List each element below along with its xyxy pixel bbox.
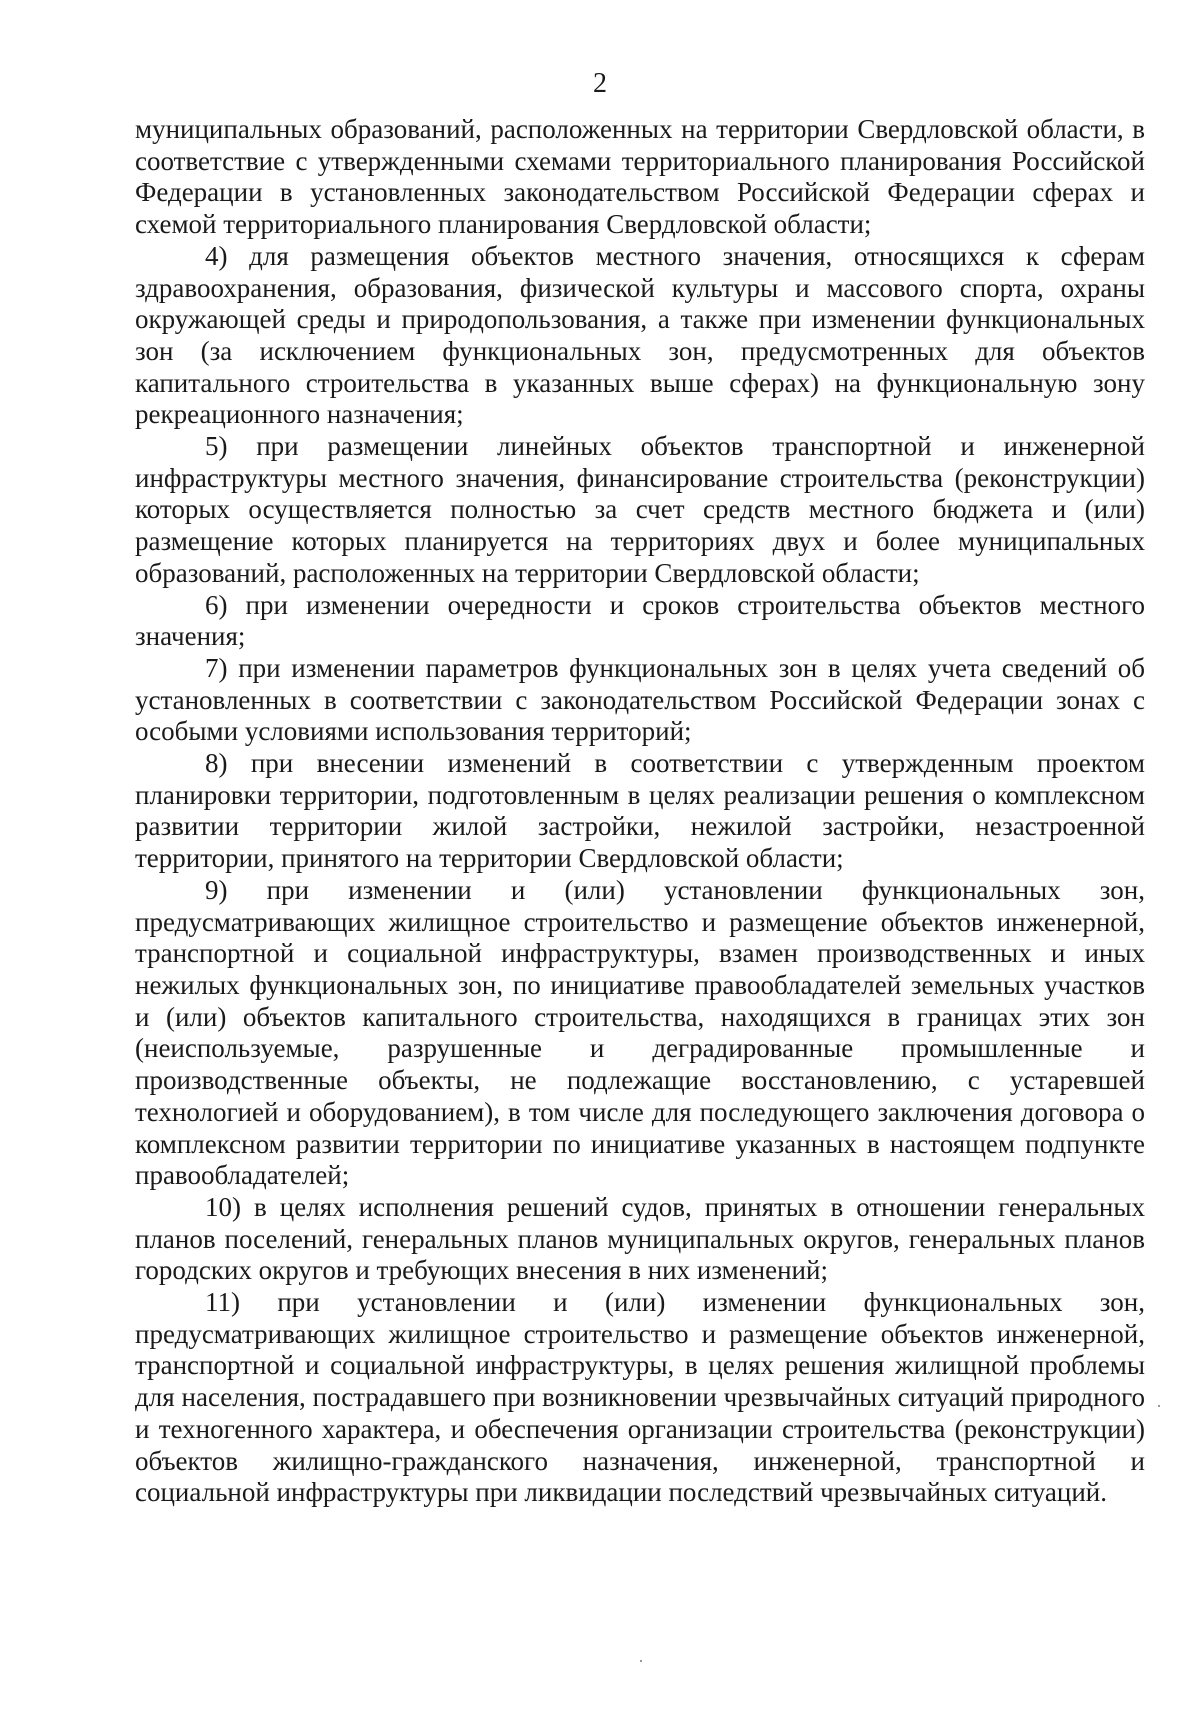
scan-speck	[640, 1660, 642, 1662]
list-item-11: 11) при установлении и (или) изменении функциональных зон, предусматривающих жилищное строительство и размещение объектов инженерной, транспортной и социальной инфраструктуры, в целях решения жилищной проблемы для населения, пострадавшего при возникновении чрезвычайных ситуаций природного и техногенного характера, и обеспечения организации строительства (реконструкции) объектов жилищно-гражданского назначения, инженерной, транспортной и социальной инфраструктуры при ликвидации последствий чрезвычайных ситуаций.	[135, 1287, 1145, 1508]
scan-speck	[1158, 1405, 1160, 1407]
document-body	[135, 114, 1145, 1509]
list-item-7: 7) при изменении параметров функциональных зон в целях учета сведений об установленных в соответствии с законодательством Российской Федерации зонах с особыми условиями использования территорий;	[135, 652, 1145, 747]
list-item-5: 5) при размещении линейных объектов транспортной и инженерной инфраструктуры местного значения, финансирование строительства (реконструкции) которых осуществляется полностью за счет средств местного бюджета и (или) размещение которых планируется на территориях двух и более муниципальных образований, расположенных на территории Свердловской области;	[135, 431, 1145, 588]
list-item-10: 10) в целях исполнения решений судов, принятых в отношении генеральных планов поселений, генеральных планов муниципальных округов, генеральных планов городских округов и требующих внесения в них изменений;	[135, 1191, 1145, 1286]
paragraph-continuation: муниципальных образований, расположенных на территории Свердловской области, в соответствие с утвержденными схемами территориального планирования Российской Федерации в установленных законодательством Российской Федерации сферах и схемой территориального планирования Свердловской области;	[135, 114, 1145, 240]
list-item-6: 6) при изменении очередности и сроков строительства объектов местного значения;	[135, 589, 1145, 652]
list-item-4: 4) для размещения объектов местного значения, относящихся к сферам здравоохранения, образования, физической культуры и массового спорта, охраны окружающей среды и природопользования, а также при изменении функциональных зон (за исключением функциональных зон, предусмотренных для объектов капитального строительства в указанных выше сферах) на функциональную зону рекреационного назначения;	[135, 240, 1145, 430]
list-item-9: 9) при изменении и (или) установлении функциональных зон, предусматривающих жилищное строительство и размещение объектов инженерной, транспортной и социальной инфраструктуры, взамен производственных и иных нежилых функциональных зон, по инициативе правообладателей земельных участков и (или) объектов капитального строительства, находящихся в границах этих зон (неиспользуемые, разрушенные и деградированные промышленные и производственные объекты, не подлежащие восстановлению, с устаревшей технологией и оборудованием), в том числе для последующего заключения договора о комплексном развитии территории по инициативе указанных в настоящем подпункте правообладателей;	[135, 874, 1145, 1191]
list-item-8: 8) при внесении изменений в соответствии с утвержденным проектом планировки территории, подготовленным в целях реализации решения о комплексном развитии территории жилой застройки, нежилой застройки, незастроенной территории, принятого на территории Свердловской области;	[135, 748, 1145, 874]
page-number: 2	[593, 68, 607, 99]
